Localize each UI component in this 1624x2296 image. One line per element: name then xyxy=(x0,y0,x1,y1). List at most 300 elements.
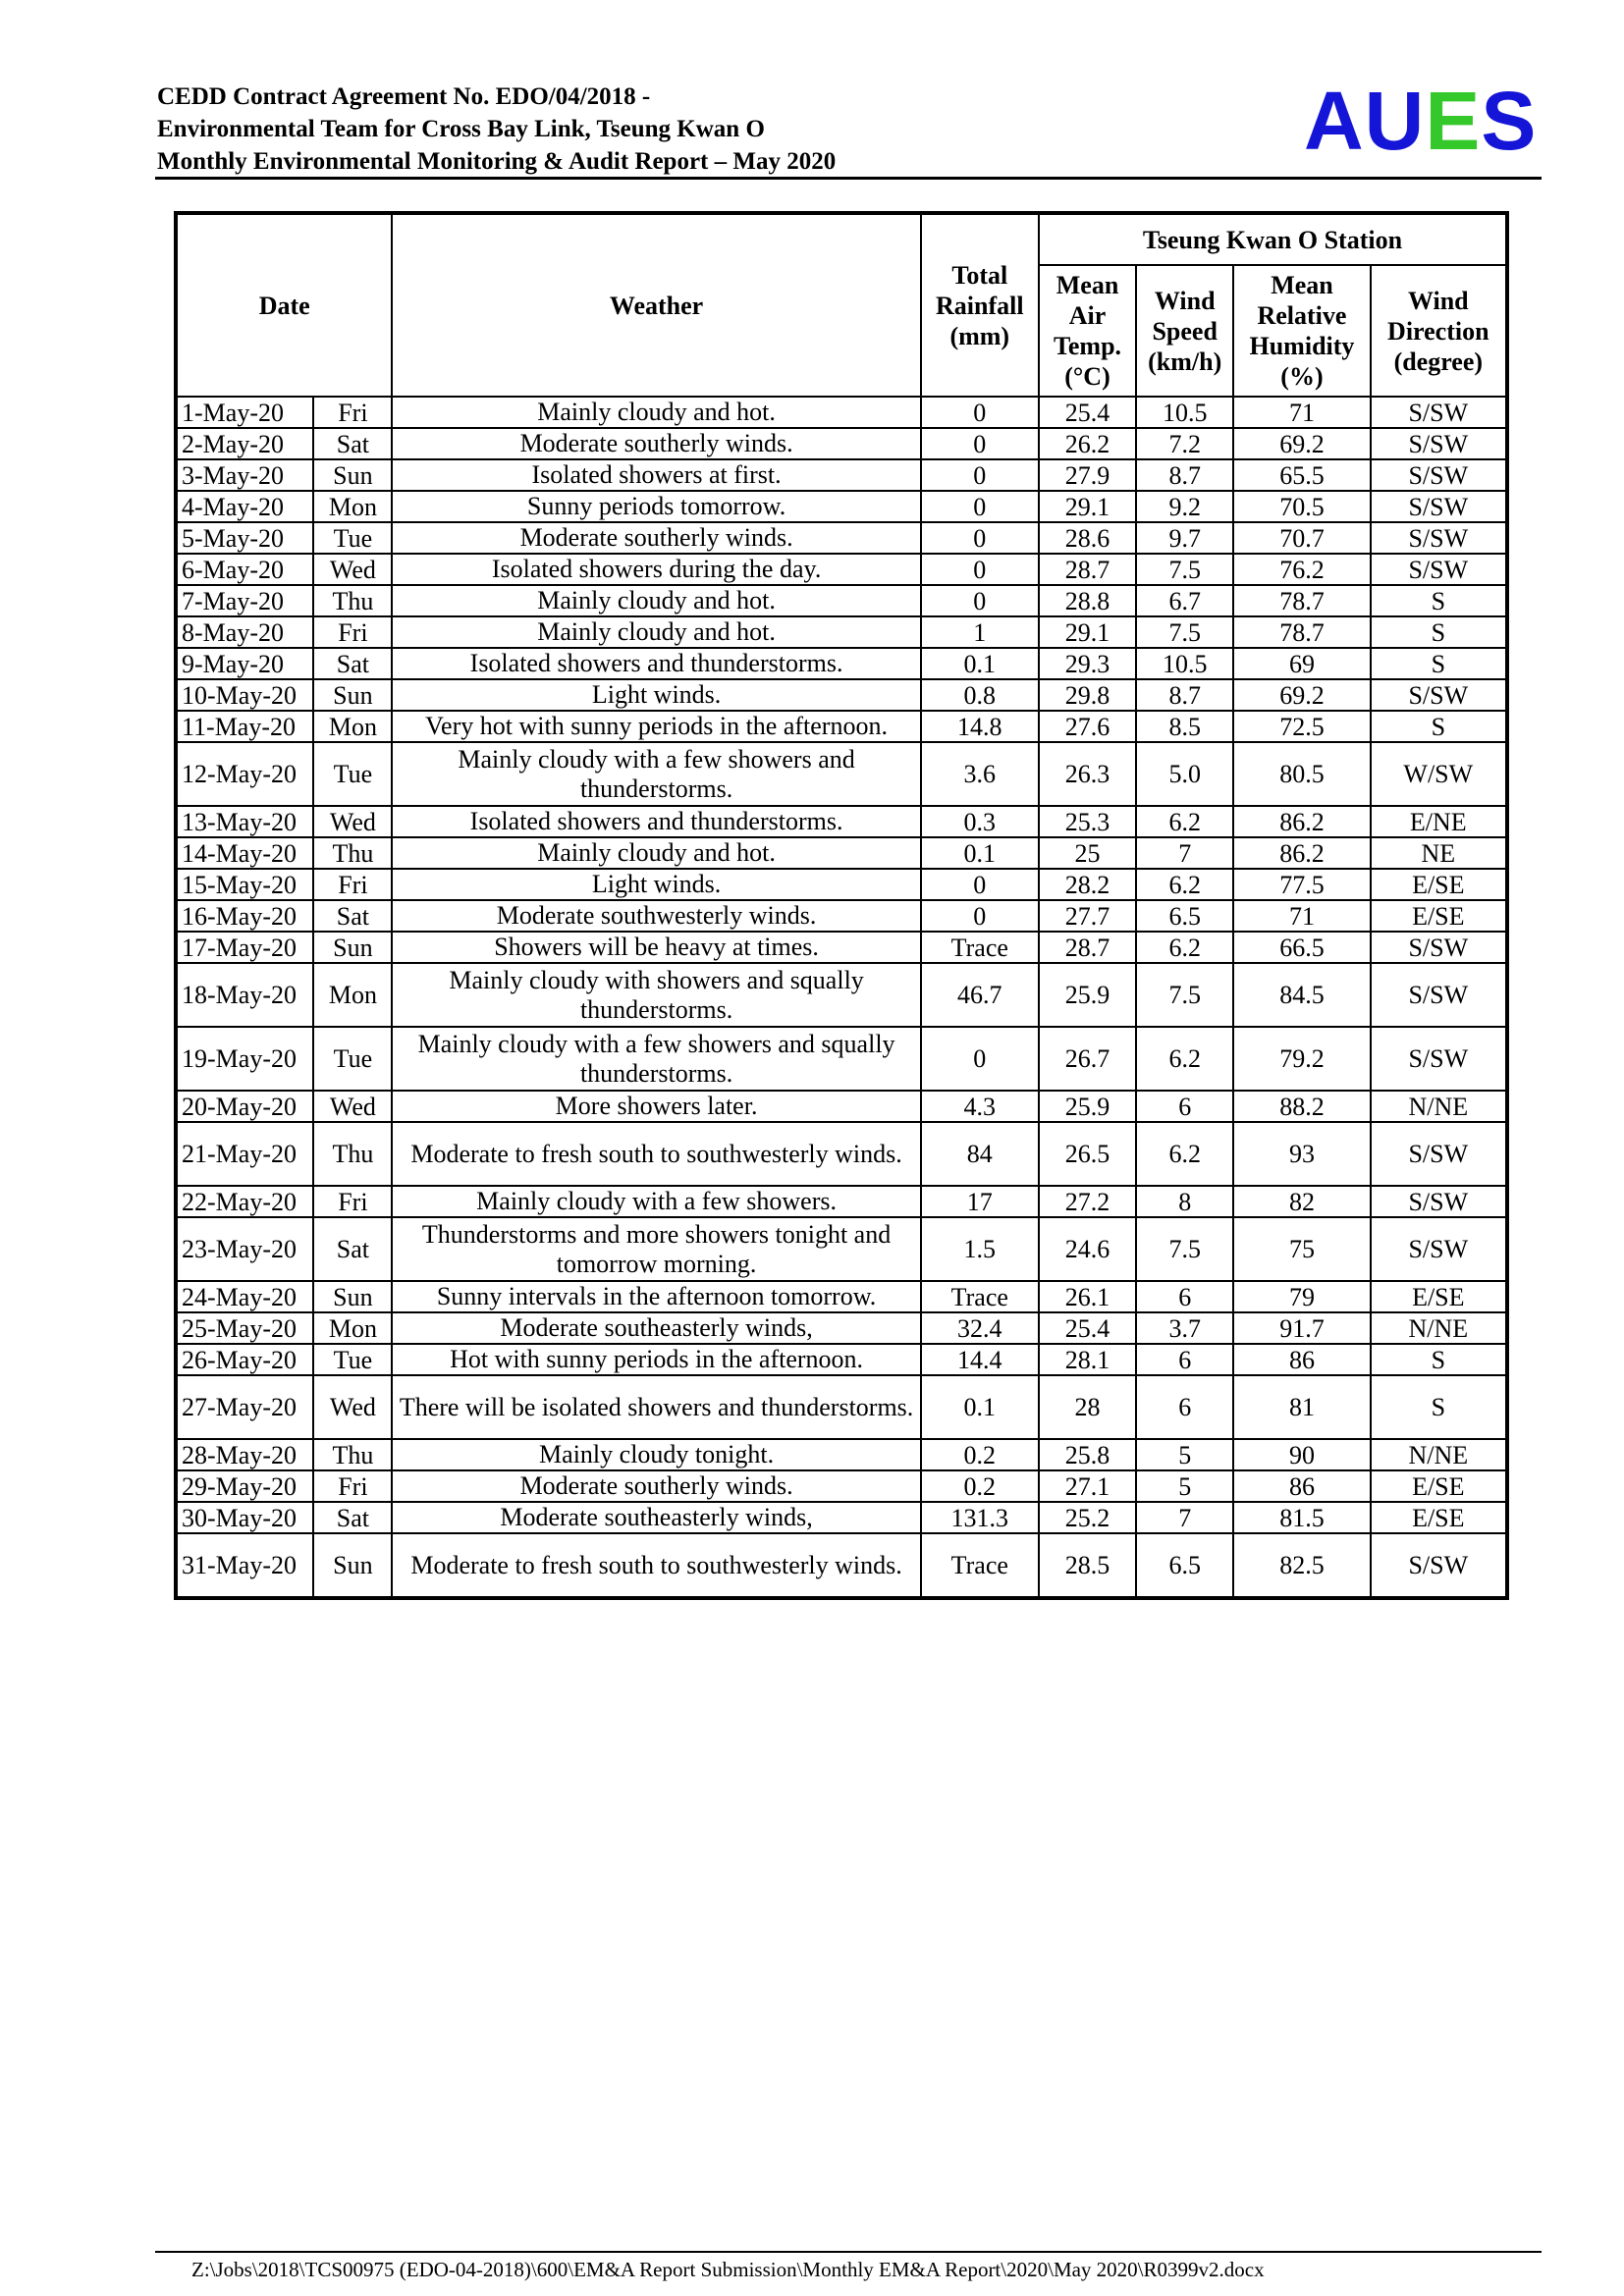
cell-weather: Thunderstorms and more showers tonight and tomorrow morning. xyxy=(392,1217,920,1281)
cell-weather: Isolated showers during the day. xyxy=(392,554,920,585)
header-line-team: Environmental Team for Cross Bay Link, Tseung Kwan O xyxy=(157,116,765,142)
cell-wind-direction: S/SW xyxy=(1371,1186,1507,1217)
cell-humidity: 78.7 xyxy=(1233,616,1370,648)
cell-weather: Moderate southeasterly winds, xyxy=(392,1502,920,1533)
cell-humidity: 70.7 xyxy=(1233,522,1370,554)
table-row xyxy=(176,1312,1507,1344)
cell-rainfall: 1 xyxy=(921,616,1039,648)
header-rainfall-l2: Rainfall xyxy=(935,291,1024,320)
cell-rainfall: 32.4 xyxy=(921,1312,1039,1344)
cell-weather: Moderate southerly winds. xyxy=(392,1470,920,1502)
cell-date: 19-May-20 xyxy=(176,1027,313,1091)
cell-date: 26-May-20 xyxy=(176,1344,313,1375)
cell-rainfall: 4.3 xyxy=(921,1091,1039,1122)
cell-rainfall: 0.1 xyxy=(921,1375,1039,1439)
header-rainfall xyxy=(921,213,1039,397)
cell-rainfall: Trace xyxy=(921,1533,1039,1598)
table-row xyxy=(176,900,1507,932)
cell-day: Wed xyxy=(313,1091,392,1122)
header-station: Tseung Kwan O Station xyxy=(1039,213,1507,265)
table-row xyxy=(176,1502,1507,1533)
cell-day: Sun xyxy=(313,1533,392,1598)
header-speed-l2: Speed xyxy=(1152,316,1218,346)
cell-date: 15-May-20 xyxy=(176,869,313,900)
cell-air-temp: 28.1 xyxy=(1039,1344,1136,1375)
cell-wind-direction: E/SE xyxy=(1371,869,1507,900)
footer-file-path: Z:\Jobs\2018\TCS00975 (EDO-04-2018)\600\EM&A Report Submission\Monthly EM&A Report\2020\May 2020\R0399v2.docx xyxy=(191,2258,1265,2281)
cell-humidity: 69.2 xyxy=(1233,679,1370,711)
cell-rainfall: 0 xyxy=(921,491,1039,522)
cell-date: 14-May-20 xyxy=(176,837,313,869)
cell-air-temp: 25.4 xyxy=(1039,397,1136,428)
cell-rainfall: 0 xyxy=(921,585,1039,616)
cell-humidity: 77.5 xyxy=(1233,869,1370,900)
cell-wind-direction: S/SW xyxy=(1371,554,1507,585)
cell-humidity: 81 xyxy=(1233,1375,1370,1439)
table-row xyxy=(176,1217,1507,1281)
table-row xyxy=(176,585,1507,616)
cell-day: Sun xyxy=(313,932,392,963)
header-temp-l3: Temp. xyxy=(1053,332,1122,360)
cell-air-temp: 25.4 xyxy=(1039,1312,1136,1344)
cell-date: 11-May-20 xyxy=(176,711,313,742)
cell-wind-speed: 5 xyxy=(1136,1439,1233,1470)
cell-rainfall: 0 xyxy=(921,869,1039,900)
cell-wind-direction: S/SW xyxy=(1371,932,1507,963)
table-row xyxy=(176,648,1507,679)
cell-weather: Mainly cloudy and hot. xyxy=(392,837,920,869)
table-row xyxy=(176,1533,1507,1598)
cell-wind-speed: 6.5 xyxy=(1136,900,1233,932)
cell-date: 20-May-20 xyxy=(176,1091,313,1122)
table-row xyxy=(176,932,1507,963)
cell-day: Sun xyxy=(313,1281,392,1312)
cell-date: 13-May-20 xyxy=(176,806,313,837)
cell-humidity: 69.2 xyxy=(1233,428,1370,459)
header-speed xyxy=(1136,265,1233,397)
cell-date: 12-May-20 xyxy=(176,742,313,806)
cell-day: Fri xyxy=(313,616,392,648)
table-row xyxy=(176,1091,1507,1122)
cell-wind-direction: S/SW xyxy=(1371,963,1507,1027)
cell-wind-speed: 6 xyxy=(1136,1281,1233,1312)
cell-rainfall: 0.2 xyxy=(921,1439,1039,1470)
table-row xyxy=(176,1439,1507,1470)
cell-day: Fri xyxy=(313,869,392,900)
cell-day: Sun xyxy=(313,679,392,711)
cell-day: Sat xyxy=(313,648,392,679)
cell-air-temp: 29.1 xyxy=(1039,491,1136,522)
cell-humidity: 82 xyxy=(1233,1186,1370,1217)
cell-wind-direction: E/SE xyxy=(1371,1281,1507,1312)
cell-day: Thu xyxy=(313,585,392,616)
cell-air-temp: 28.6 xyxy=(1039,522,1136,554)
cell-wind-speed: 6 xyxy=(1136,1091,1233,1122)
cell-rainfall: 0.1 xyxy=(921,648,1039,679)
logo-part-s: S xyxy=(1481,75,1538,167)
cell-date: 21-May-20 xyxy=(176,1122,313,1186)
cell-humidity: 84.5 xyxy=(1233,963,1370,1027)
table-row xyxy=(176,711,1507,742)
cell-weather: Moderate southerly winds. xyxy=(392,522,920,554)
table-row xyxy=(176,806,1507,837)
cell-date: 1-May-20 xyxy=(176,397,313,428)
cell-humidity: 66.5 xyxy=(1233,932,1370,963)
cell-wind-direction: N/NE xyxy=(1371,1091,1507,1122)
cell-humidity: 75 xyxy=(1233,1217,1370,1281)
cell-humidity: 86.2 xyxy=(1233,837,1370,869)
cell-date: 22-May-20 xyxy=(176,1186,313,1217)
cell-wind-direction: S/SW xyxy=(1371,1027,1507,1091)
cell-wind-direction: S/SW xyxy=(1371,459,1507,491)
cell-weather: Moderate southeasterly winds, xyxy=(392,1312,920,1344)
cell-rainfall: 17 xyxy=(921,1186,1039,1217)
cell-humidity: 72.5 xyxy=(1233,711,1370,742)
header-humidity-l3: Humidity xyxy=(1249,332,1355,360)
cell-weather: There will be isolated showers and thunderstorms. xyxy=(392,1375,920,1439)
cell-air-temp: 24.6 xyxy=(1039,1217,1136,1281)
table-row xyxy=(176,554,1507,585)
cell-weather: Hot with sunny periods in the afternoon. xyxy=(392,1344,920,1375)
table-row xyxy=(176,616,1507,648)
cell-weather: Moderate southwesterly winds. xyxy=(392,900,920,932)
cell-date: 28-May-20 xyxy=(176,1439,313,1470)
cell-wind-speed: 6 xyxy=(1136,1344,1233,1375)
cell-wind-direction: W/SW xyxy=(1371,742,1507,806)
cell-wind-speed: 10.5 xyxy=(1136,648,1233,679)
cell-date: 7-May-20 xyxy=(176,585,313,616)
table-row xyxy=(176,679,1507,711)
cell-wind-direction: E/SE xyxy=(1371,900,1507,932)
cell-humidity: 76.2 xyxy=(1233,554,1370,585)
header-temp-l1: Mean xyxy=(1056,271,1119,299)
cell-day: Mon xyxy=(313,711,392,742)
cell-air-temp: 26.1 xyxy=(1039,1281,1136,1312)
cell-date: 5-May-20 xyxy=(176,522,313,554)
cell-rainfall: 0.8 xyxy=(921,679,1039,711)
weather-table xyxy=(174,211,1509,1600)
header-rainfall-l3: (mm) xyxy=(949,321,1010,350)
cell-day: Wed xyxy=(313,806,392,837)
header-temp xyxy=(1039,265,1136,397)
cell-humidity: 79.2 xyxy=(1233,1027,1370,1091)
cell-rainfall: 0 xyxy=(921,397,1039,428)
cell-day: Tue xyxy=(313,1027,392,1091)
cell-wind-direction: S/SW xyxy=(1371,1217,1507,1281)
cell-weather: Light winds. xyxy=(392,869,920,900)
cell-day: Mon xyxy=(313,1312,392,1344)
cell-day: Thu xyxy=(313,837,392,869)
cell-air-temp: 28.8 xyxy=(1039,585,1136,616)
cell-day: Tue xyxy=(313,1344,392,1375)
header-temp-l2: Air xyxy=(1068,301,1107,330)
table-row xyxy=(176,869,1507,900)
cell-rainfall: 3.6 xyxy=(921,742,1039,806)
cell-humidity: 88.2 xyxy=(1233,1091,1370,1122)
cell-wind-speed: 6.2 xyxy=(1136,869,1233,900)
table-row xyxy=(176,1027,1507,1091)
weather-table-body xyxy=(176,397,1507,1598)
table-row xyxy=(176,1281,1507,1312)
cell-wind-direction: S xyxy=(1371,1344,1507,1375)
table-row xyxy=(176,522,1507,554)
cell-air-temp: 29.8 xyxy=(1039,679,1136,711)
cell-rainfall: 0 xyxy=(921,1027,1039,1091)
cell-weather: Moderate to fresh south to southwesterly winds. xyxy=(392,1122,920,1186)
cell-date: 4-May-20 xyxy=(176,491,313,522)
cell-humidity: 91.7 xyxy=(1233,1312,1370,1344)
cell-rainfall: 0 xyxy=(921,459,1039,491)
cell-wind-direction: S xyxy=(1371,1375,1507,1439)
cell-humidity: 86 xyxy=(1233,1470,1370,1502)
cell-wind-speed: 6.2 xyxy=(1136,932,1233,963)
header-speed-l1: Wind xyxy=(1154,286,1216,315)
header-rainfall-l1: Total xyxy=(951,260,1008,290)
header-direction-l3: (degree) xyxy=(1393,347,1484,376)
cell-wind-speed: 6.2 xyxy=(1136,1027,1233,1091)
header-temp-l4: (°C) xyxy=(1064,362,1110,391)
cell-wind-speed: 6.2 xyxy=(1136,806,1233,837)
cell-weather: Mainly cloudy with showers and squally thunderstorms. xyxy=(392,963,920,1027)
cell-weather: Isolated showers at first. xyxy=(392,459,920,491)
cell-air-temp: 25.2 xyxy=(1039,1502,1136,1533)
cell-wind-direction: S/SW xyxy=(1371,491,1507,522)
cell-wind-speed: 8.7 xyxy=(1136,459,1233,491)
cell-rainfall: 84 xyxy=(921,1122,1039,1186)
cell-air-temp: 26.3 xyxy=(1039,742,1136,806)
cell-wind-speed: 9.7 xyxy=(1136,522,1233,554)
cell-wind-direction: E/SE xyxy=(1371,1470,1507,1502)
cell-wind-speed: 6 xyxy=(1136,1375,1233,1439)
cell-wind-speed: 10.5 xyxy=(1136,397,1233,428)
cell-date: 3-May-20 xyxy=(176,459,313,491)
cell-weather: Mainly cloudy and hot. xyxy=(392,397,920,428)
cell-humidity: 69 xyxy=(1233,648,1370,679)
cell-wind-speed: 3.7 xyxy=(1136,1312,1233,1344)
cell-rainfall: 0 xyxy=(921,522,1039,554)
logo-part-e: E xyxy=(1425,75,1482,167)
cell-day: Wed xyxy=(313,1375,392,1439)
cell-wind-speed: 8 xyxy=(1136,1186,1233,1217)
cell-wind-direction: S/SW xyxy=(1371,397,1507,428)
cell-rainfall: Trace xyxy=(921,932,1039,963)
header-humidity-l4: (%) xyxy=(1280,362,1324,391)
table-row xyxy=(176,1470,1507,1502)
cell-air-temp: 28.2 xyxy=(1039,869,1136,900)
cell-day: Fri xyxy=(313,1470,392,1502)
cell-wind-direction: S/SW xyxy=(1371,1533,1507,1598)
cell-date: 23-May-20 xyxy=(176,1217,313,1281)
header-line-report: Monthly Environmental Monitoring & Audit Report – May 2020 xyxy=(157,148,837,175)
cell-day: Mon xyxy=(313,491,392,522)
cell-weather: Mainly cloudy tonight. xyxy=(392,1439,920,1470)
cell-date: 16-May-20 xyxy=(176,900,313,932)
cell-date: 24-May-20 xyxy=(176,1281,313,1312)
cell-weather: Isolated showers and thunderstorms. xyxy=(392,648,920,679)
cell-wind-speed: 6.7 xyxy=(1136,585,1233,616)
header-weather: Weather xyxy=(392,213,920,397)
cell-weather: Mainly cloudy with a few showers and squally thunderstorms. xyxy=(392,1027,920,1091)
cell-rainfall: Trace xyxy=(921,1281,1039,1312)
cell-day: Fri xyxy=(313,1186,392,1217)
cell-date: 18-May-20 xyxy=(176,963,313,1027)
header-direction xyxy=(1371,265,1507,397)
cell-day: Tue xyxy=(313,742,392,806)
cell-date: 27-May-20 xyxy=(176,1375,313,1439)
cell-air-temp: 27.9 xyxy=(1039,459,1136,491)
cell-humidity: 90 xyxy=(1233,1439,1370,1470)
header-line-contract: CEDD Contract Agreement No. EDO/04/2018 - xyxy=(157,83,651,110)
cell-air-temp: 25.9 xyxy=(1039,963,1136,1027)
cell-wind-speed: 8.5 xyxy=(1136,711,1233,742)
cell-humidity: 65.5 xyxy=(1233,459,1370,491)
cell-air-temp: 25 xyxy=(1039,837,1136,869)
cell-rainfall: 0 xyxy=(921,428,1039,459)
cell-day: Mon xyxy=(313,963,392,1027)
cell-rainfall: 0 xyxy=(921,900,1039,932)
cell-wind-speed: 6.5 xyxy=(1136,1533,1233,1598)
cell-air-temp: 29.1 xyxy=(1039,616,1136,648)
table-row xyxy=(176,428,1507,459)
cell-day: Fri xyxy=(313,397,392,428)
logo-part-au: AU xyxy=(1304,75,1426,167)
cell-wind-speed: 7 xyxy=(1136,837,1233,869)
cell-date: 9-May-20 xyxy=(176,648,313,679)
cell-humidity: 82.5 xyxy=(1233,1533,1370,1598)
cell-weather: Light winds. xyxy=(392,679,920,711)
cell-air-temp: 28.7 xyxy=(1039,932,1136,963)
cell-wind-speed: 6.2 xyxy=(1136,1122,1233,1186)
header-direction-l2: Direction xyxy=(1387,316,1489,346)
cell-day: Thu xyxy=(313,1122,392,1186)
cell-rainfall: 1.5 xyxy=(921,1217,1039,1281)
cell-air-temp: 26.2 xyxy=(1039,428,1136,459)
cell-wind-speed: 7.5 xyxy=(1136,1217,1233,1281)
cell-air-temp: 25.9 xyxy=(1039,1091,1136,1122)
cell-humidity: 80.5 xyxy=(1233,742,1370,806)
cell-rainfall: 0.2 xyxy=(921,1470,1039,1502)
cell-wind-direction: E/NE xyxy=(1371,806,1507,837)
table-row xyxy=(176,1122,1507,1186)
cell-rainfall: 131.3 xyxy=(921,1502,1039,1533)
cell-weather: Moderate to fresh south to southwesterly winds. xyxy=(392,1533,920,1598)
cell-day: Sun xyxy=(313,459,392,491)
cell-weather: Moderate southerly winds. xyxy=(392,428,920,459)
aues-logo xyxy=(1304,77,1540,165)
table-row xyxy=(176,1344,1507,1375)
cell-air-temp: 27.1 xyxy=(1039,1470,1136,1502)
cell-day: Tue xyxy=(313,522,392,554)
cell-wind-direction: S/SW xyxy=(1371,679,1507,711)
cell-weather: Mainly cloudy with a few showers and thunderstorms. xyxy=(392,742,920,806)
cell-air-temp: 26.7 xyxy=(1039,1027,1136,1091)
cell-air-temp: 26.5 xyxy=(1039,1122,1136,1186)
cell-humidity: 79 xyxy=(1233,1281,1370,1312)
table-row xyxy=(176,963,1507,1027)
cell-wind-direction: S/SW xyxy=(1371,428,1507,459)
cell-air-temp: 27.2 xyxy=(1039,1186,1136,1217)
cell-date: 25-May-20 xyxy=(176,1312,313,1344)
cell-air-temp: 27.6 xyxy=(1039,711,1136,742)
cell-wind-direction: E/SE xyxy=(1371,1502,1507,1533)
table-row xyxy=(176,459,1507,491)
table-row xyxy=(176,742,1507,806)
cell-date: 30-May-20 xyxy=(176,1502,313,1533)
header-humidity xyxy=(1233,265,1370,397)
cell-weather: Showers will be heavy at times. xyxy=(392,932,920,963)
cell-wind-speed: 7.2 xyxy=(1136,428,1233,459)
cell-day: Sat xyxy=(313,428,392,459)
cell-wind-speed: 7 xyxy=(1136,1502,1233,1533)
cell-air-temp: 28.5 xyxy=(1039,1533,1136,1598)
cell-air-temp: 25.3 xyxy=(1039,806,1136,837)
cell-day: Sat xyxy=(313,900,392,932)
cell-weather: Mainly cloudy and hot. xyxy=(392,585,920,616)
cell-weather: Mainly cloudy and hot. xyxy=(392,616,920,648)
table-row xyxy=(176,491,1507,522)
cell-weather: More showers later. xyxy=(392,1091,920,1122)
cell-date: 2-May-20 xyxy=(176,428,313,459)
cell-wind-speed: 9.2 xyxy=(1136,491,1233,522)
cell-rainfall: 0 xyxy=(921,554,1039,585)
cell-weather: Sunny intervals in the afternoon tomorrow. xyxy=(392,1281,920,1312)
cell-weather: Sunny periods tomorrow. xyxy=(392,491,920,522)
cell-air-temp: 25.8 xyxy=(1039,1439,1136,1470)
table-row xyxy=(176,1186,1507,1217)
cell-humidity: 93 xyxy=(1233,1122,1370,1186)
cell-wind-speed: 5 xyxy=(1136,1470,1233,1502)
cell-wind-direction: S xyxy=(1371,648,1507,679)
cell-humidity: 81.5 xyxy=(1233,1502,1370,1533)
cell-wind-direction: S/SW xyxy=(1371,1122,1507,1186)
cell-rainfall: 0.1 xyxy=(921,837,1039,869)
header-speed-l3: (km/h) xyxy=(1148,347,1222,376)
cell-date: 6-May-20 xyxy=(176,554,313,585)
cell-weather: Isolated showers and thunderstorms. xyxy=(392,806,920,837)
cell-wind-speed: 5.0 xyxy=(1136,742,1233,806)
header-date: Date xyxy=(176,213,392,397)
table-row xyxy=(176,1375,1507,1439)
cell-day: Wed xyxy=(313,554,392,585)
header-humidity-l2: Relative xyxy=(1257,301,1347,330)
cell-wind-direction: N/NE xyxy=(1371,1439,1507,1470)
cell-weather: Very hot with sunny periods in the afternoon. xyxy=(392,711,920,742)
cell-rainfall: 14.8 xyxy=(921,711,1039,742)
cell-day: Thu xyxy=(313,1439,392,1470)
cell-air-temp: 28.7 xyxy=(1039,554,1136,585)
cell-humidity: 86 xyxy=(1233,1344,1370,1375)
cell-date: 8-May-20 xyxy=(176,616,313,648)
cell-rainfall: 14.4 xyxy=(921,1344,1039,1375)
cell-wind-direction: S xyxy=(1371,585,1507,616)
cell-air-temp: 29.3 xyxy=(1039,648,1136,679)
cell-humidity: 71 xyxy=(1233,900,1370,932)
cell-air-temp: 27.7 xyxy=(1039,900,1136,932)
cell-humidity: 86.2 xyxy=(1233,806,1370,837)
cell-day: Sat xyxy=(313,1217,392,1281)
table-row xyxy=(176,397,1507,428)
cell-weather: Mainly cloudy with a few showers. xyxy=(392,1186,920,1217)
cell-date: 17-May-20 xyxy=(176,932,313,963)
cell-date: 31-May-20 xyxy=(176,1533,313,1598)
cell-wind-speed: 8.7 xyxy=(1136,679,1233,711)
cell-wind-direction: S xyxy=(1371,616,1507,648)
cell-humidity: 78.7 xyxy=(1233,585,1370,616)
cell-day: Sat xyxy=(313,1502,392,1533)
cell-air-temp: 28 xyxy=(1039,1375,1136,1439)
cell-wind-speed: 7.5 xyxy=(1136,616,1233,648)
header-direction-l1: Wind xyxy=(1407,286,1469,315)
